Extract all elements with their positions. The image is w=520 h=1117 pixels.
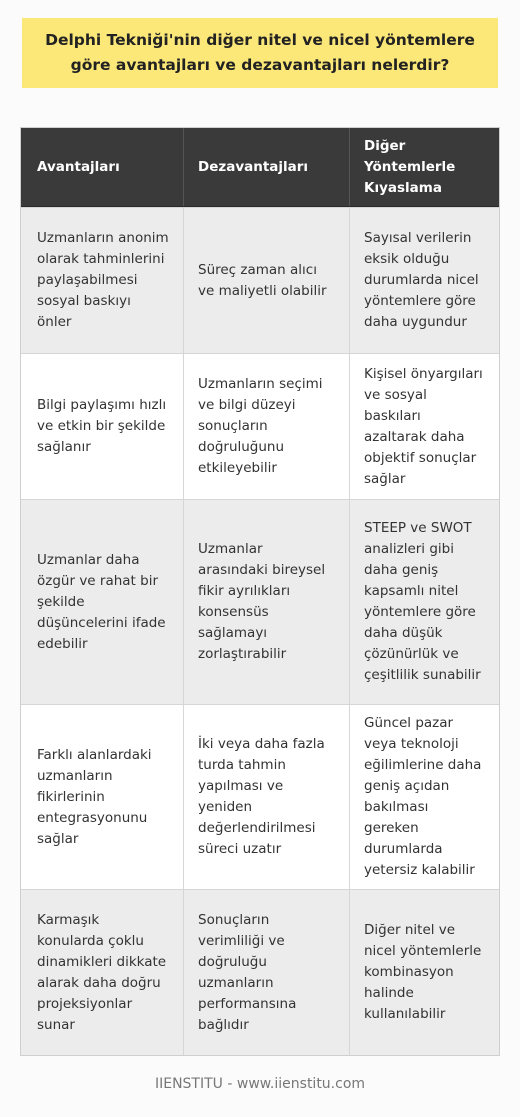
disadvantage-cell: İki veya daha fazla turda tahmin yapılması ve yeniden değerlendirilmesi süreci uzatır <box>183 705 349 889</box>
footer-credit: IIENSTITU - www.iienstitu.com <box>154 1076 366 1092</box>
disadvantage-cell: Sonuçların verimliliği ve doğruluğu uzmanların performansına bağlıdır <box>183 890 349 1055</box>
advantage-cell: Farklı alanlardaki uzmanların fikirlerinin entegrasyonunu sağlar <box>37 746 152 847</box>
page-title: Delphi Tekniği'nin diğer nitel ve nicel yöntemlere göre avantajları ve dezavantajları nelerdir? <box>45 31 475 74</box>
advantage-cell: Bilgi paylaşımı hızlı ve etkin bir şekilde sağlanır <box>37 397 167 455</box>
comparison-cell: Diğer nitel ve nicel yöntemlerle kombinasyon halinde kullanılabilir <box>349 890 499 1055</box>
title-banner <box>22 18 498 88</box>
comparison-cell: Güncel pazar veya teknoloji eğilimlerine daha geniş açıdan bakılması gereken durumlarda yetersiz kalabilir <box>349 705 499 889</box>
comparison-cell: Kişisel önyargıları ve sosyal baskıları azaltarak daha objektif sonuçlar sağlar <box>349 354 499 499</box>
table-header-row <box>21 128 499 207</box>
table-row <box>21 353 499 499</box>
header-comparison: Diğer Yöntemlerle Kıyaslama <box>349 128 499 206</box>
table-row <box>21 889 499 1055</box>
disadvantage-cell: Süreç zaman alıcı ve maliyetli olabilir <box>183 208 349 353</box>
header-advantages: Avantajları <box>37 158 120 175</box>
advantage-cell: Karmaşık konularda çoklu dinamikleri dikkate alarak daha doğru projeksiyonlar sunar <box>37 911 167 1033</box>
table-row <box>21 499 499 704</box>
disadvantage-cell: Uzmanlar arasındaki bireysel fikir ayrılıkları konsensüs sağlamayı zorlaştırabilir <box>183 500 349 704</box>
advantage-cell: Uzmanlar daha özgür ve rahat bir şekilde düşüncelerini ifade edebilir <box>37 551 166 652</box>
table-row <box>21 207 499 353</box>
table-row <box>21 704 499 889</box>
comparison-cell: STEEP ve SWOT analizleri gibi daha geniş kapsamlı nitel yöntemlere göre daha düşük çözünürlük ve çeşitlilik sunabilir <box>349 500 499 704</box>
header-disadvantages: Dezavantajları <box>183 128 349 206</box>
advantage-cell: Uzmanların anonim olarak tahminlerini paylaşabilmesi sosyal baskıyı önler <box>37 230 169 330</box>
disadvantage-cell: Uzmanların seçimi ve bilgi düzeyi sonuçların doğruluğunu etkileyebilir <box>183 354 349 499</box>
comparison-table <box>20 127 500 1056</box>
comparison-cell: Sayısal verilerin eksik olduğu durumlarda nicel yöntemlere göre daha uygundur <box>349 208 499 353</box>
